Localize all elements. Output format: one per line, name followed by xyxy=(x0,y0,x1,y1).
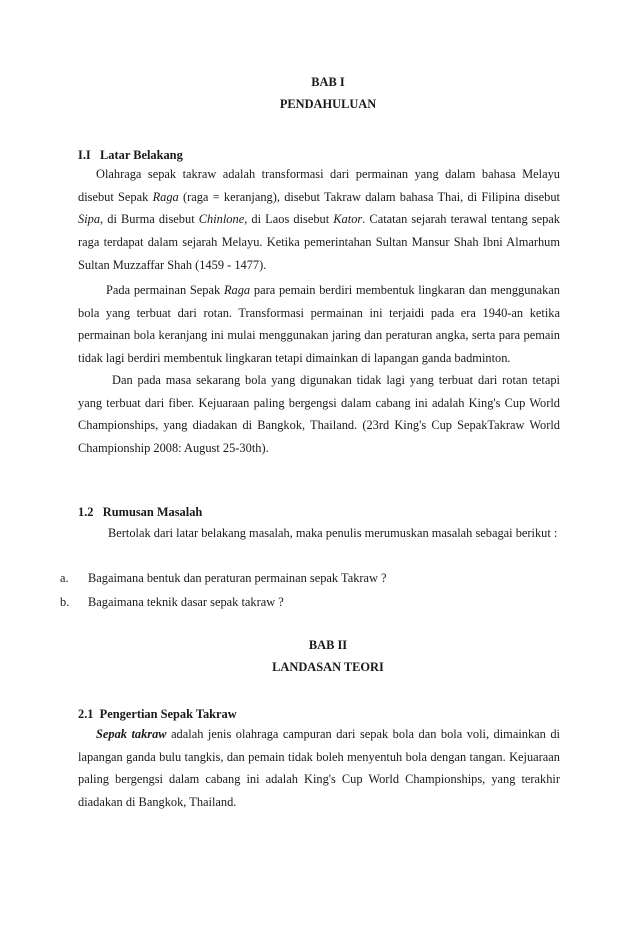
list-item xyxy=(60,570,387,586)
list-item-text: Bagaimana teknik dasar sepak takraw ? xyxy=(88,595,284,609)
paragraph-latar-belakang-3 xyxy=(78,369,560,460)
chapter-title: BAB I xyxy=(311,75,345,89)
list-item-text: Bagaimana bentuk dan peraturan permainan sepak Takraw ? xyxy=(88,571,387,585)
italic-term: Chinlone xyxy=(198,212,245,227)
list-item xyxy=(60,594,284,610)
italic-term: Raga xyxy=(223,283,251,297)
paragraph-pengertian xyxy=(78,723,560,814)
paragraph-latar-belakang-2 xyxy=(78,279,560,370)
chapter-subtitle: PENDAHULUAN xyxy=(279,97,377,111)
chapter-subtitle: LANDASAN TEORI xyxy=(272,660,384,674)
chapter-title: BAB II xyxy=(308,638,348,652)
text-run: Dan pada masa sekarang bola yang digunakan tidak lagi yang terbuat dari rotan tetapi yang terbuat dari fiber. Kejuaraan paling bergengsi dalam cabang ini adalah King's Cup World Championships, yang diadakan di Bangkok, Thailand. (23rd King's Cup SepakTakraw World Championship 2008: August 25-30th). xyxy=(78,373,560,456)
text-run: . Catatan sejarah terawal tentang sepak raga terdapat dalam sejarah Melayu. Ketika pemerintahan Sultan Mansur Shah Ibni Almarhum Sultan Muzzaffar Shah (1459 - 1477). xyxy=(78,212,560,272)
text-run: adalah jenis olahraga campuran dari sepak bola dan bola voli, dimainkan di lapangan ganda bulu tangkis, dan pemain tidak boleh menyentuh bola dengan tangan. Kejuaraan paling bergengsi dalam cabang ini adalah King's Cup World Championships, yang terakhir diadakan di Bangkok, Thailand. xyxy=(78,727,560,810)
section-heading-pengertian: 2.1 Pengertian Sepak Takraw xyxy=(78,707,237,721)
paragraph-latar-belakang-1 xyxy=(78,163,560,277)
text-run: para pemain berdiri membentuk lingkaran dan menggunakan bola yang terbuat dari rotan. Transformasi permainan ini terjaidi pada era 1940-an ketika permainan bola keranjang ini mulai menggunakan jaring dan peraturan angka, serta para pemain tidak lagi berdiri membentuk lingkaran tetapi dimainkan di lapangan ganda badminton. xyxy=(78,283,561,366)
text-run: Pada permainan Sepak xyxy=(106,283,224,297)
list-marker: b. xyxy=(60,595,70,609)
text-run: , di Laos disebut xyxy=(244,212,334,227)
section-heading-latar-belakang: I.I Latar Belakang xyxy=(78,148,183,162)
text-run: (raga = keranjang), disebut Takraw dalam bahasa Thai, di Filipina disebut xyxy=(178,189,560,204)
italic-term: Kator xyxy=(333,212,363,227)
bold-italic-term: Sepak takraw xyxy=(96,727,167,741)
text-run: , di Burma disebut xyxy=(100,212,199,227)
italic-term: Sipa xyxy=(78,212,101,227)
list-marker: a. xyxy=(60,571,69,585)
section-heading-rumusan-masalah: 1.2 Rumusan Masalah xyxy=(78,505,203,519)
text-run: Olahraga sepak takraw adalah transformasi dari permainan yang dalam bahasa Melayu disebut Sepak xyxy=(78,167,560,204)
italic-term: Raga xyxy=(152,189,179,204)
text-run: Bertolak dari latar belakang masalah, maka penulis merumuskan masalah sebagai berikut : xyxy=(108,526,558,540)
paragraph-rumusan-masalah xyxy=(78,522,560,545)
